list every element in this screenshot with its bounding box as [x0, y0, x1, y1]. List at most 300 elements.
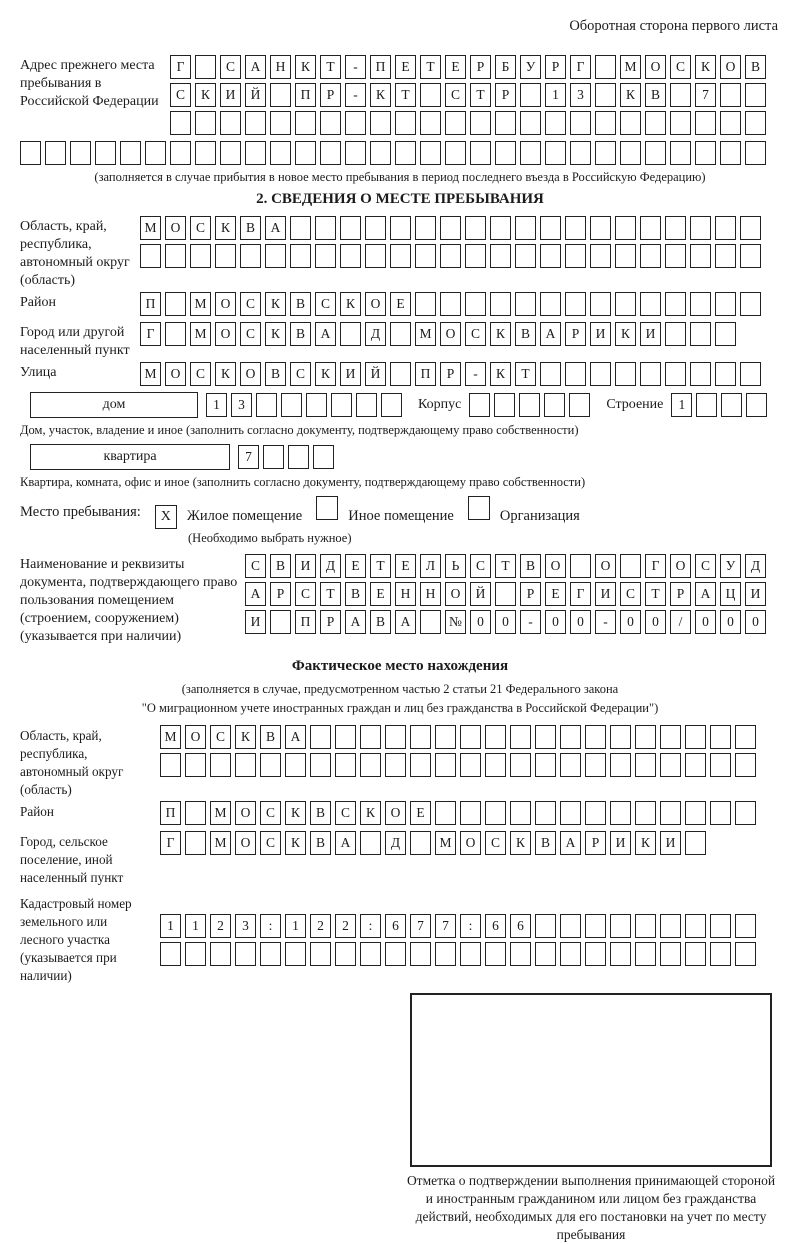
char-cell: О: [165, 362, 186, 386]
char-cell: И: [595, 582, 616, 606]
char-cell: С: [170, 83, 191, 107]
prev-address-row-4: [20, 141, 780, 165]
char-cell: [615, 244, 636, 268]
char-cell: [170, 141, 191, 165]
char-cell: О: [235, 831, 256, 855]
char-cell: [570, 111, 591, 135]
stamp-box: [410, 993, 772, 1167]
checkbox: [468, 496, 490, 520]
char-cell: [310, 942, 331, 966]
char-cell: Р: [670, 582, 691, 606]
char-cell: [520, 83, 541, 107]
char-cell: Р: [320, 610, 341, 634]
char-cell: С: [335, 801, 356, 825]
char-cell: [256, 393, 277, 417]
char-cell: С: [240, 292, 261, 316]
char-cell: [220, 141, 241, 165]
char-cell: [515, 292, 536, 316]
char-cell: Н: [270, 55, 291, 79]
char-cell: Д: [745, 554, 766, 578]
char-cell: [445, 141, 466, 165]
char-cell: Е: [370, 582, 391, 606]
char-cell: Р: [270, 582, 291, 606]
char-cell: [560, 801, 581, 825]
char-cell: Е: [345, 554, 366, 578]
char-cell: [490, 244, 511, 268]
char-cell: С: [190, 362, 211, 386]
char-cell: А: [540, 322, 561, 346]
char-cell: [385, 753, 406, 777]
char-cell: [420, 83, 441, 107]
char-cell: [195, 141, 216, 165]
char-cell: В: [535, 831, 556, 855]
char-cell: М: [190, 292, 211, 316]
char-cell: И: [745, 582, 766, 606]
char-cell: А: [245, 582, 266, 606]
char-cell: [245, 111, 266, 135]
char-cell: [360, 831, 381, 855]
char-cell: [331, 393, 352, 417]
char-cell: [535, 914, 556, 938]
char-cell: [270, 111, 291, 135]
char-cell: Е: [395, 554, 416, 578]
char-cell: Д: [320, 554, 341, 578]
char-cell: Т: [515, 362, 536, 386]
cadastral-row-2: [160, 942, 780, 966]
char-cell: [370, 141, 391, 165]
char-cell: [535, 942, 556, 966]
char-cell: Ц: [720, 582, 741, 606]
char-cell: У: [720, 554, 741, 578]
char-cell: А: [265, 216, 286, 240]
char-cell: О: [385, 801, 406, 825]
document-row-1: [245, 554, 780, 578]
char-cell: Д: [365, 322, 386, 346]
char-cell: [665, 362, 686, 386]
char-cell: П: [160, 801, 181, 825]
char-cell: [620, 554, 641, 578]
city-block: [20, 322, 780, 360]
char-cell: К: [215, 362, 236, 386]
char-cell: С: [470, 554, 491, 578]
char-cell: [560, 942, 581, 966]
char-cell: О: [235, 801, 256, 825]
char-cell: [690, 292, 711, 316]
char-cell: Т: [420, 55, 441, 79]
char-cell: М: [140, 216, 161, 240]
cadastral-row-1: [160, 914, 780, 938]
char-cell: С: [240, 322, 261, 346]
char-cell: [306, 393, 327, 417]
char-cell: [494, 393, 515, 417]
char-cell: [565, 292, 586, 316]
char-cell: [410, 725, 431, 749]
char-cell: [510, 801, 531, 825]
char-cell: [295, 111, 316, 135]
char-cell: [390, 216, 411, 240]
char-cell: С: [260, 831, 281, 855]
checkbox-label: Организация: [499, 508, 580, 524]
char-cell: Й: [365, 362, 386, 386]
char-cell: [410, 942, 431, 966]
char-cell: /: [670, 610, 691, 634]
char-cell: М: [160, 725, 181, 749]
char-cell: [270, 141, 291, 165]
char-cell: О: [165, 216, 186, 240]
char-cell: [510, 725, 531, 749]
char-cell: [660, 753, 681, 777]
cadastral-block: [20, 893, 780, 985]
char-cell: О: [365, 292, 386, 316]
char-cell: М: [190, 322, 211, 346]
prev-address-row-3: [170, 111, 780, 135]
char-cell: [460, 942, 481, 966]
char-cell: О: [240, 362, 261, 386]
char-cell: [665, 292, 686, 316]
char-cell: Л: [420, 554, 441, 578]
char-cell: Р: [470, 55, 491, 79]
char-cell: Н: [395, 582, 416, 606]
char-cell: К: [235, 725, 256, 749]
char-cell: [195, 55, 216, 79]
header-note: Оборотная сторона первого листа: [569, 18, 778, 34]
char-cell: К: [285, 801, 306, 825]
char-cell: [544, 393, 565, 417]
char-cell: [670, 111, 691, 135]
char-cell: В: [240, 216, 261, 240]
char-cell: :: [460, 914, 481, 938]
char-cell: М: [140, 362, 161, 386]
char-cell: О: [720, 55, 741, 79]
char-cell: [285, 942, 306, 966]
char-cell: [440, 292, 461, 316]
char-cell: 2: [310, 914, 331, 938]
char-cell: 2: [335, 914, 356, 938]
al-region-row-1: [160, 725, 780, 749]
char-cell: [420, 141, 441, 165]
korpus-cells: [469, 392, 594, 416]
char-cell: А: [335, 831, 356, 855]
char-cell: [395, 111, 416, 135]
al-district-block: [20, 801, 780, 829]
char-cell: №: [445, 610, 466, 634]
char-cell: [610, 914, 631, 938]
char-cell: [335, 725, 356, 749]
char-cell: [310, 725, 331, 749]
char-cell: [585, 914, 606, 938]
char-cell: К: [490, 322, 511, 346]
char-cell: Е: [410, 801, 431, 825]
char-cell: [315, 216, 336, 240]
char-cell: Г: [160, 831, 181, 855]
char-cell: [288, 445, 309, 469]
char-cell: [415, 292, 436, 316]
char-cell: Г: [140, 322, 161, 346]
char-cell: [640, 292, 661, 316]
char-cell: [365, 216, 386, 240]
char-cell: [735, 942, 756, 966]
char-cell: [515, 244, 536, 268]
district-label: Район: [20, 295, 56, 310]
char-cell: [235, 942, 256, 966]
char-cell: [540, 216, 561, 240]
char-cell: С: [260, 801, 281, 825]
char-cell: [685, 942, 706, 966]
char-cell: [685, 725, 706, 749]
district-row: [140, 292, 780, 316]
char-cell: 7: [238, 445, 259, 469]
char-cell: О: [595, 554, 616, 578]
char-cell: П: [415, 362, 436, 386]
char-cell: И: [295, 554, 316, 578]
char-cell: [740, 244, 761, 268]
char-cell: [410, 831, 431, 855]
char-cell: [410, 753, 431, 777]
char-cell: И: [640, 322, 661, 346]
char-cell: [485, 725, 506, 749]
char-cell: [685, 801, 706, 825]
char-cell: [620, 141, 641, 165]
char-cell: В: [645, 83, 666, 107]
stay-type-caption: (Необходимо выбрать нужное): [188, 531, 352, 545]
char-cell: В: [310, 801, 331, 825]
char-cell: [340, 322, 361, 346]
apartment-row: [20, 444, 780, 472]
actual-location-caption-1: (заполняется в случае, предусмотренном частью 2 статьи 21 Федерального закона: [181, 682, 619, 696]
char-cell: [585, 725, 606, 749]
char-cell: [415, 244, 436, 268]
char-cell: [235, 753, 256, 777]
char-cell: [420, 610, 441, 634]
char-cell: [535, 725, 556, 749]
char-cell: [710, 942, 731, 966]
char-cell: 6: [485, 914, 506, 938]
char-cell: 3: [570, 83, 591, 107]
char-cell: Р: [520, 582, 541, 606]
section2-title: 2. СВЕДЕНИЯ О МЕСТЕ ПРЕБЫВАНИЯ: [256, 191, 544, 207]
house-row: [20, 392, 780, 420]
char-cell: [245, 141, 266, 165]
char-cell: М: [415, 322, 436, 346]
char-cell: 1: [285, 914, 306, 938]
char-cell: 0: [720, 610, 741, 634]
char-cell: [520, 111, 541, 135]
document-block: [20, 554, 780, 646]
char-cell: П: [295, 610, 316, 634]
char-cell: С: [465, 322, 486, 346]
char-cell: И: [340, 362, 361, 386]
char-cell: [390, 362, 411, 386]
char-cell: И: [610, 831, 631, 855]
document-label: Наименование и реквизиты документа, подтверждающего право пользования помещением (строением, сооружением) (указывается при наличии): [20, 557, 238, 644]
char-cell: А: [695, 582, 716, 606]
actual-location-caption-2: "О миграционном учете иностранных граждан и лиц без гражданства в Российской Федерации"): [141, 701, 659, 715]
char-cell: [710, 725, 731, 749]
prev-address-row-2: [170, 83, 780, 107]
char-cell: [95, 141, 116, 165]
char-cell: М: [210, 831, 231, 855]
char-cell: К: [285, 831, 306, 855]
region-block: [20, 216, 780, 290]
char-cell: Р: [320, 83, 341, 107]
char-cell: [510, 942, 531, 966]
prev-address-row-1: [170, 55, 780, 79]
char-cell: [590, 362, 611, 386]
house-number-cells: [206, 392, 406, 416]
char-cell: Е: [445, 55, 466, 79]
char-cell: В: [260, 725, 281, 749]
char-cell: К: [340, 292, 361, 316]
apartment-box-label: квартира: [30, 444, 230, 470]
char-cell: И: [660, 831, 681, 855]
char-cell: [345, 141, 366, 165]
actual-location-title: Фактическое место нахождения: [291, 658, 509, 674]
char-cell: [610, 753, 631, 777]
char-cell: 1: [160, 914, 181, 938]
char-cell: У: [520, 55, 541, 79]
char-cell: Е: [545, 582, 566, 606]
char-cell: 3: [235, 914, 256, 938]
char-cell: [120, 141, 141, 165]
char-cell: [690, 362, 711, 386]
char-cell: А: [345, 610, 366, 634]
char-cell: [745, 83, 766, 107]
char-cell: [390, 244, 411, 268]
char-cell: [560, 914, 581, 938]
char-cell: [340, 244, 361, 268]
char-cell: [535, 801, 556, 825]
stay-type-row: [20, 496, 780, 529]
char-cell: [340, 216, 361, 240]
char-cell: [615, 292, 636, 316]
char-cell: А: [245, 55, 266, 79]
char-cell: [460, 801, 481, 825]
checkbox-label: Жилое помещение: [186, 508, 303, 524]
char-cell: [540, 244, 561, 268]
char-cell: [470, 111, 491, 135]
char-cell: [320, 141, 341, 165]
char-cell: П: [140, 292, 161, 316]
char-cell: Г: [645, 554, 666, 578]
char-cell: [685, 753, 706, 777]
char-cell: С: [245, 554, 266, 578]
char-cell: Е: [390, 292, 411, 316]
char-cell: [690, 244, 711, 268]
char-cell: Т: [320, 582, 341, 606]
char-cell: [735, 914, 756, 938]
char-cell: 7: [435, 914, 456, 938]
prev-address-grid: [170, 55, 780, 139]
city-label: Город или другой населенный пункт: [20, 325, 130, 358]
char-cell: [469, 393, 490, 417]
char-cell: [460, 753, 481, 777]
char-cell: [635, 753, 656, 777]
char-cell: О: [460, 831, 481, 855]
char-cell: И: [245, 610, 266, 634]
char-cell: :: [360, 914, 381, 938]
char-cell: П: [370, 55, 391, 79]
apartment-cells: [238, 444, 338, 468]
char-cell: [746, 393, 767, 417]
char-cell: [745, 111, 766, 135]
char-cell: В: [290, 322, 311, 346]
char-cell: [585, 801, 606, 825]
stay-type-options: [141, 496, 580, 529]
char-cell: Р: [585, 831, 606, 855]
char-cell: [660, 801, 681, 825]
char-cell: Ь: [445, 554, 466, 578]
char-cell: [610, 942, 631, 966]
al-city-label: Город, сельское поселение, иной населенный пункт: [20, 834, 124, 885]
char-cell: :: [260, 914, 281, 938]
al-city-row: [160, 831, 780, 855]
char-cell: Т: [395, 83, 416, 107]
char-cell: М: [435, 831, 456, 855]
char-cell: [670, 141, 691, 165]
checkbox: [316, 496, 338, 520]
char-cell: [610, 725, 631, 749]
checkbox: X: [155, 505, 177, 529]
char-cell: С: [485, 831, 506, 855]
char-cell: О: [185, 725, 206, 749]
char-cell: В: [270, 554, 291, 578]
char-cell: [263, 445, 284, 469]
char-cell: Т: [370, 554, 391, 578]
char-cell: [696, 393, 717, 417]
char-cell: [485, 942, 506, 966]
char-cell: О: [215, 292, 236, 316]
char-cell: [390, 322, 411, 346]
char-cell: В: [515, 322, 536, 346]
char-cell: [715, 292, 736, 316]
char-cell: [635, 942, 656, 966]
char-cell: П: [295, 83, 316, 107]
char-cell: Р: [545, 55, 566, 79]
char-cell: К: [510, 831, 531, 855]
char-cell: [360, 753, 381, 777]
char-cell: Р: [565, 322, 586, 346]
region-row-2: [140, 244, 780, 268]
char-cell: [281, 393, 302, 417]
document-row-2: [245, 582, 780, 606]
char-cell: [710, 801, 731, 825]
char-cell: [615, 216, 636, 240]
char-cell: [360, 725, 381, 749]
char-cell: 0: [695, 610, 716, 634]
char-cell: 0: [470, 610, 491, 634]
char-cell: [635, 914, 656, 938]
char-cell: Й: [245, 83, 266, 107]
region-grid: [140, 216, 780, 272]
char-cell: А: [560, 831, 581, 855]
char-cell: [365, 244, 386, 268]
char-cell: [515, 216, 536, 240]
char-cell: 0: [495, 610, 516, 634]
char-cell: [315, 244, 336, 268]
char-cell: В: [310, 831, 331, 855]
char-cell: [645, 111, 666, 135]
char-cell: С: [620, 582, 641, 606]
char-cell: [690, 322, 711, 346]
korpus-label: Корпус: [418, 397, 462, 412]
char-cell: [740, 292, 761, 316]
char-cell: [470, 141, 491, 165]
char-cell: [595, 111, 616, 135]
char-cell: [685, 831, 706, 855]
char-cell: [585, 942, 606, 966]
char-cell: К: [295, 55, 316, 79]
char-cell: -: [595, 610, 616, 634]
